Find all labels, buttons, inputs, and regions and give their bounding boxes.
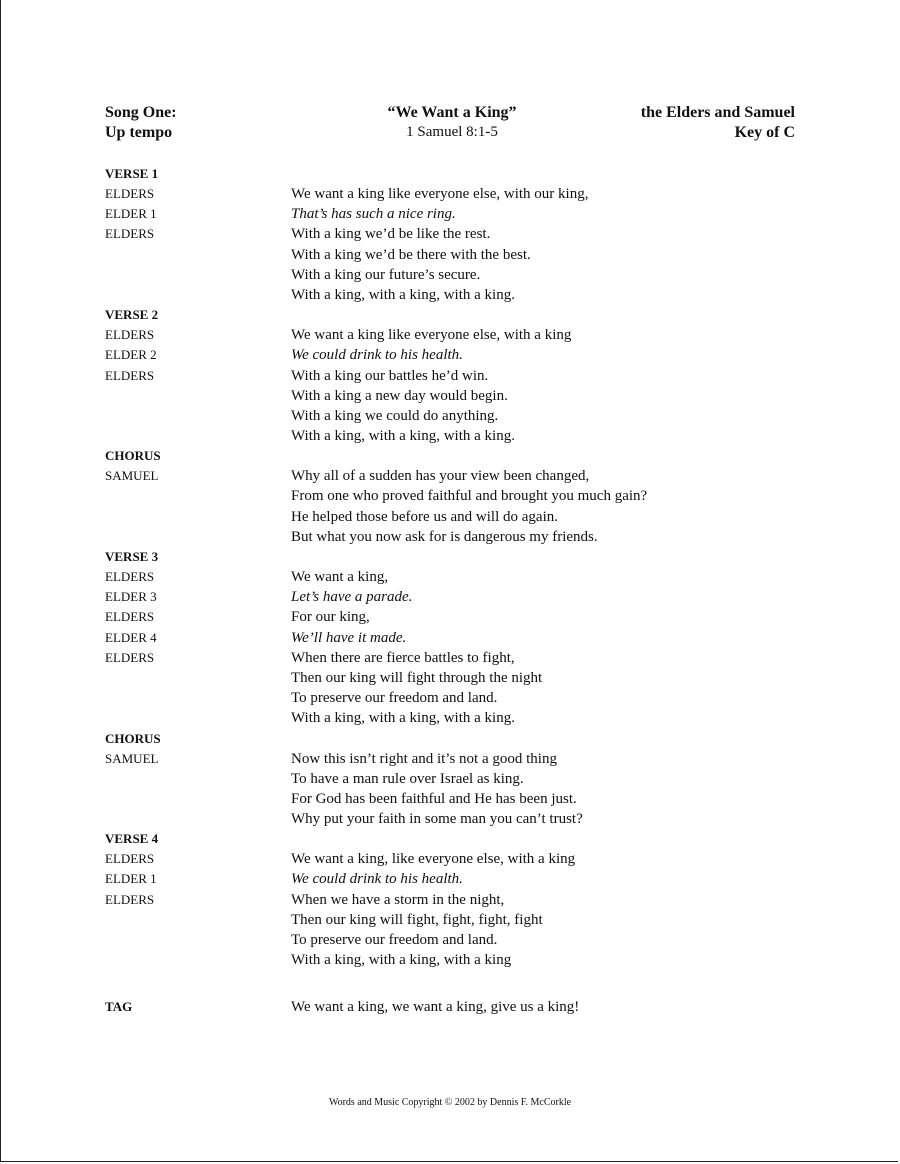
lyric-line: [105, 567, 805, 587]
speaker-label: [105, 809, 291, 829]
key-label: Key of C: [734, 124, 795, 141]
lyric-text: Why all of a sudden has your view been changed,: [291, 468, 590, 485]
lyric-line: [105, 708, 805, 728]
lyric-line: [105, 265, 805, 285]
lyric-text: Then our king will fight, fight, fight, fight: [291, 911, 543, 928]
tag-lyric: We want a king, we want a king, give us a king!: [291, 999, 580, 1015]
speaker-label: [105, 386, 291, 406]
song-label: Song One:: [105, 104, 177, 121]
tempo-label: Up tempo: [105, 124, 173, 141]
section-title: VERSE 4: [105, 831, 159, 847]
speaker-label: ELDERS: [105, 851, 155, 867]
lyric-line: [105, 486, 805, 506]
lyric-text: We could drink to his health.: [291, 347, 463, 364]
lyric-line: [105, 386, 805, 406]
section-title: CHORUS: [105, 730, 161, 746]
speaker-label: [105, 769, 291, 789]
speaker-label: ELDERS: [105, 186, 155, 201]
lyric-line: [105, 204, 805, 224]
lyric-text: We want a king like everyone else, with a king: [291, 327, 572, 344]
speaker-label: ELDER 1: [105, 871, 157, 887]
speaker-label: [105, 486, 291, 506]
lyric-text: With a king a new day would begin.: [291, 387, 508, 404]
lyric-line: [105, 628, 805, 648]
lyric-line: [105, 809, 805, 829]
lyric-text: That’s has such a nice ring.: [291, 206, 456, 223]
lyric-line: [105, 366, 805, 386]
speaker-label: SAMUEL: [105, 750, 159, 766]
section-verse-4: [105, 829, 805, 970]
tag-row: [105, 997, 579, 1017]
lyric-line: [105, 224, 805, 244]
lyric-text: With a king, with a king, with a king.: [291, 710, 515, 727]
lyric-text: With a king we could do anything.: [291, 407, 499, 424]
lyric-text: When there are fierce battles to fight,: [291, 649, 515, 666]
lyric-text: Why put your faith in some man you can’t trust?: [291, 811, 583, 828]
section-title: VERSE 1: [105, 166, 159, 181]
section-verse-2: [105, 305, 805, 446]
lyric-text: With a king we’d be like the rest.: [291, 226, 491, 243]
lyric-line: [105, 890, 805, 910]
section-verse-1: [105, 164, 805, 305]
speaker-label: [105, 245, 291, 265]
lyric-line: [105, 849, 805, 869]
speaker-label: ELDER 3: [105, 589, 157, 605]
speaker-label: [105, 910, 291, 930]
section-chorus: [105, 446, 805, 547]
speaker-label: [105, 426, 291, 446]
lyric-line: [105, 668, 805, 688]
lyric-text: To have a man rule over Israel as king.: [291, 770, 524, 787]
section-chorus: [105, 729, 805, 830]
lyric-text: When we have a storm in the night,: [291, 891, 505, 908]
lyric-line: [105, 466, 805, 486]
speaker-label: [105, 789, 291, 809]
lyric-text: With a king, with a king, with a king.: [291, 286, 515, 303]
lyric-text: We’ll have it made.: [291, 629, 407, 646]
song-title: “We Want a King”: [387, 104, 517, 121]
lyric-line: [105, 325, 805, 345]
lyric-text: We want a king, like everyone else, with a king: [291, 851, 576, 868]
section-title: VERSE 3: [105, 549, 159, 564]
speaker-label: SAMUEL: [105, 468, 159, 484]
lyric-line: [105, 245, 805, 265]
lyric-text: With a king, with a king, with a king.: [291, 428, 515, 445]
lyric-text: He helped those before us and will do again.: [291, 508, 559, 525]
section-title: CHORUS: [105, 448, 161, 464]
lyric-text: Then our king will fight through the night: [291, 669, 543, 686]
speaker-label: [105, 688, 291, 708]
lyric-line: [105, 507, 805, 527]
lyric-line: [105, 950, 805, 970]
lyric-text: From one who proved faithful and brought you much gain?: [291, 488, 648, 505]
lyric-text: For God has been faithful and He has been just.: [291, 790, 577, 807]
speaker-label: [105, 285, 291, 305]
lyric-line: [105, 345, 805, 365]
lyric-line: [105, 869, 805, 889]
lyric-line: [105, 587, 805, 607]
lyric-text: With a king our battles he’d win.: [291, 367, 489, 384]
lyric-text: With a king our future’s secure.: [291, 266, 481, 283]
speaker-label: ELDERS: [105, 367, 155, 383]
lyric-line: [105, 648, 805, 668]
lyric-text: With a king we’d be there with the best.: [291, 246, 531, 263]
lyric-line: [105, 910, 805, 930]
speaker-label: ELDERS: [105, 891, 155, 907]
section-title: VERSE 2: [105, 307, 159, 323]
lyric-text: Let’s have a parade.: [291, 589, 413, 606]
lyric-text: We want a king like everyone else, with our king,: [291, 186, 589, 202]
speaker-label: ELDER 1: [105, 206, 157, 222]
speaker-label: [105, 406, 291, 426]
lyric-line: [105, 749, 805, 769]
speaker-label: ELDERS: [105, 226, 155, 242]
lyric-text: To preserve our freedom and land.: [291, 932, 498, 948]
lyrics-body: [105, 164, 805, 970]
speaker-label: [105, 527, 291, 547]
speaker-label: [105, 507, 291, 527]
lyric-line: [105, 527, 805, 547]
tag-label: TAG: [105, 999, 133, 1014]
lyric-text: But what you now ask for is dangerous my friends.: [291, 528, 598, 545]
speaker-label: [105, 930, 291, 950]
speaker-label: ELDERS: [105, 327, 155, 343]
lyric-line: [105, 406, 805, 426]
lyric-line: [105, 426, 805, 446]
lyric-text: We could drink to his health.: [291, 871, 463, 888]
copyright-footer: Words and Music Copyright © 2002 by Dennis F. McCorkle: [328, 1097, 572, 1108]
lyric-line: [105, 688, 805, 708]
lyric-line: [105, 184, 805, 204]
lyric-text: Now this isn’t right and it’s not a good thing: [291, 750, 557, 767]
speaker-label: ELDERS: [105, 649, 155, 665]
speaker-label: ELDERS: [105, 609, 155, 625]
section-verse-3: [105, 547, 805, 729]
lyric-line: [105, 607, 805, 627]
lyric-line: [105, 769, 805, 789]
speaker-label: [105, 668, 291, 688]
scripture-reference: 1 Samuel 8:1-5: [406, 124, 498, 140]
speaker-label: [105, 950, 291, 970]
lyric-text: We want a king,: [291, 569, 389, 585]
speaker-label: [105, 708, 291, 728]
lyric-line: [105, 930, 805, 950]
speaker-label: [105, 265, 291, 285]
song-header: [105, 104, 795, 148]
speaker-label: ELDER 2: [105, 347, 157, 363]
speaker-label: ELDER 4: [105, 629, 157, 645]
performers-label: the Elders and Samuel: [640, 104, 795, 121]
lyric-line: [105, 789, 805, 809]
lyric-line: [105, 285, 805, 305]
lyric-text: For our king,: [291, 609, 370, 626]
speaker-label: ELDERS: [105, 569, 155, 584]
lyric-text: With a king, with a king, with a king: [291, 952, 512, 969]
lyric-text: To preserve our freedom and land.: [291, 690, 498, 707]
